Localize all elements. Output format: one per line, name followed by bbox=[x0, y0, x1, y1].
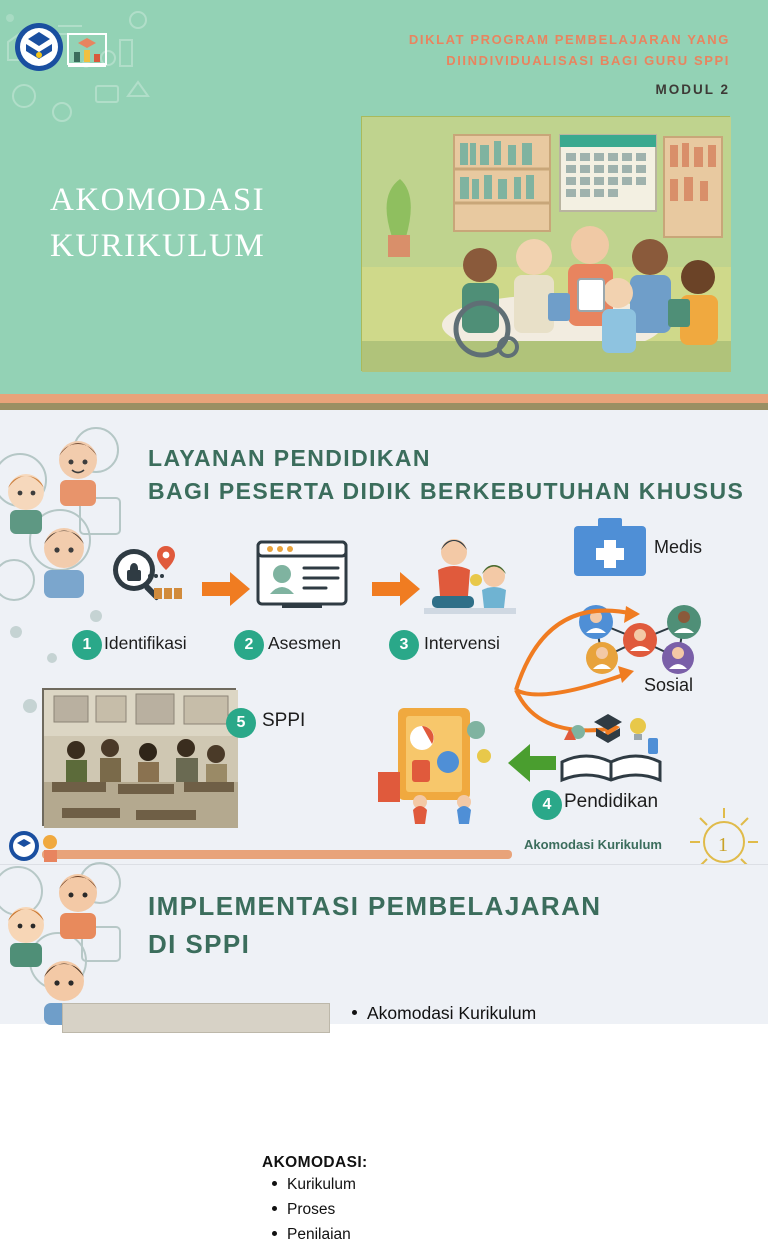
step-label-5: SPPI bbox=[262, 710, 306, 731]
bottom-strip-orange bbox=[0, 394, 768, 403]
kemdikbud-logo-icon bbox=[14, 22, 64, 72]
arrow-left-icon bbox=[508, 744, 556, 782]
education-logo-icon bbox=[66, 28, 108, 72]
slide-implementasi bbox=[0, 865, 768, 1024]
page-number: 1 bbox=[718, 833, 728, 856]
implementasi-bullet-label: Akomodasi Kurikulum bbox=[367, 1003, 537, 1023]
bottom-strip-olive bbox=[0, 403, 768, 410]
cover-title-line2: KURIKULUM bbox=[50, 227, 266, 264]
cover-kicker-line2: DIINDIVIDUALISASI BAGI GURU SPPI bbox=[446, 52, 730, 68]
footer-bar bbox=[42, 850, 512, 859]
bullet-dot-icon bbox=[352, 1010, 357, 1015]
akomodasi-list bbox=[272, 1172, 356, 1247]
cover-modul-label: MODUL 2 bbox=[655, 81, 730, 97]
cover-title bbox=[50, 178, 350, 269]
footer-logo-icon bbox=[8, 828, 66, 864]
akomodasi-item-label-1: Proses bbox=[287, 1201, 336, 1219]
step-badge-2: 2 bbox=[234, 630, 264, 660]
akomodasi-item-label-0: Kurikulum bbox=[287, 1176, 356, 1193]
akomodasi-item-1 bbox=[272, 1197, 356, 1222]
akomodasi-item-2 bbox=[272, 1222, 356, 1247]
slide-cover bbox=[0, 0, 768, 410]
akomodasi-item-label-2: Penilaian bbox=[287, 1226, 351, 1244]
section-heading-2-line2: DI SPPI bbox=[148, 929, 251, 960]
cover-title-line1: AKOMODASI bbox=[50, 182, 266, 218]
step-label-4: Pendidikan bbox=[564, 791, 659, 812]
branch-label-medis: Medis bbox=[654, 537, 703, 557]
cover-kicker-block bbox=[310, 30, 730, 97]
section-heading-line2: BAGI PESERTA DIDIK BERKEBUTUHAN KHUSUS bbox=[148, 478, 745, 505]
implementasi-photo bbox=[62, 1003, 330, 1033]
step-label-1: Identifikasi bbox=[104, 633, 187, 653]
footer-caption: Akomodasi Kurikulum bbox=[524, 837, 662, 852]
section-heading-2 bbox=[148, 887, 748, 964]
akomodasi-item-0 bbox=[272, 1172, 356, 1197]
step-badge-4: 4 bbox=[532, 790, 562, 820]
section-heading-2-line1: IMPLEMENTASI PEMBELAJARAN bbox=[148, 891, 602, 921]
step-badge-3: 3 bbox=[389, 630, 419, 660]
step-badge-5: 5 bbox=[226, 708, 256, 738]
bullet-dot-icon bbox=[272, 1231, 277, 1236]
arrow-right-icon-2 bbox=[372, 572, 420, 606]
bullet-dot-icon bbox=[272, 1206, 277, 1211]
cover-kicker-line1: DIKLAT PROGRAM PEMBELAJARAN YANG bbox=[408, 32, 730, 47]
digital-learning-icon bbox=[376, 702, 502, 824]
people-doodle-icon-2 bbox=[0, 865, 130, 1024]
implementasi-bullet-1 bbox=[352, 1003, 536, 1024]
open-book-icon bbox=[556, 710, 666, 790]
classroom-photo bbox=[42, 688, 236, 826]
section-heading bbox=[148, 442, 748, 509]
akomodasi-title: AKOMODASI: bbox=[262, 1154, 368, 1171]
branch-label-sosial: Sosial bbox=[644, 675, 694, 695]
bullet-dot-icon bbox=[272, 1181, 277, 1186]
cover-illustration bbox=[361, 116, 730, 371]
step-badge-1: 1 bbox=[72, 630, 102, 660]
step-label-3: Intervensi bbox=[424, 633, 500, 653]
browser-profile-icon bbox=[256, 538, 348, 616]
step-label-2: Asesmen bbox=[268, 633, 341, 653]
first-aid-kit-icon bbox=[574, 518, 646, 576]
section-heading-line1: LAYANAN PENDIDIKAN bbox=[148, 445, 431, 471]
arrow-right-icon-1 bbox=[202, 572, 250, 606]
magnifier-lock-icon bbox=[104, 538, 188, 618]
